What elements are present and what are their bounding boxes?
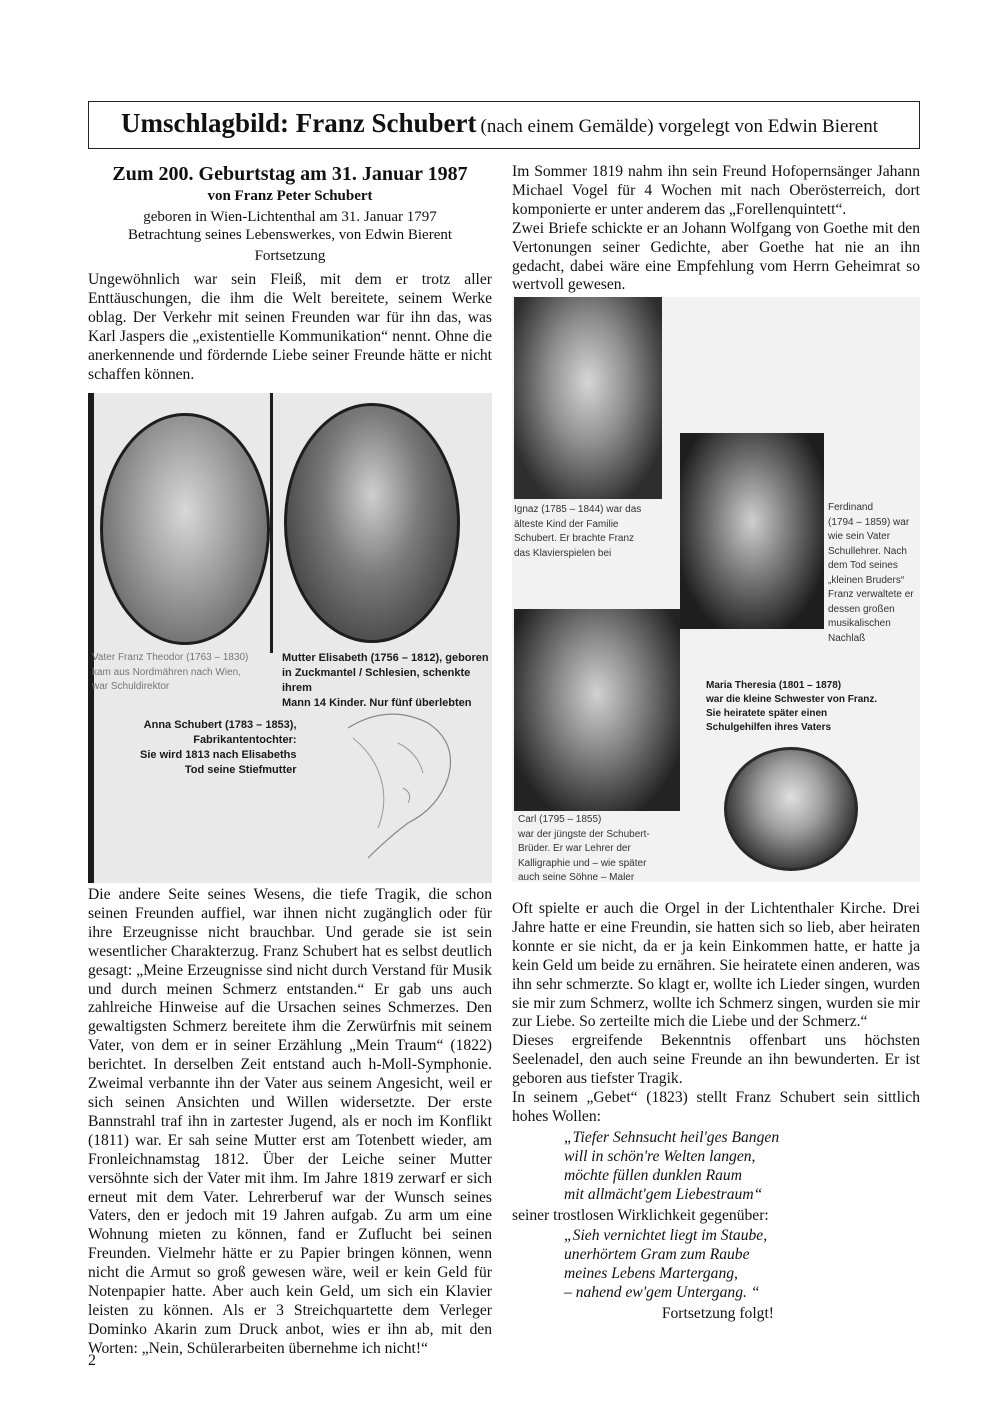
paragraph-r3: Oft spielte er auch die Orgel in der Lichtenthaler Kirche. Drei Jahre hatte er eine Freundin, sie hatten sich so lieb, aber heiraten konnte er sie nicht, da er ja kein Einkommen hatte, er hatte ja kein Geld um beide zu ernähren. Sie heiratete einen anderen, was ihn sehr schmerzte. So klagt er, wollte ich Lieder singen, wurden sie mir zum Schmerz, wollte ich Schmerz singen, wurden sie mir zur Liebe. So zerteilte mich die Liebe und der Schmerz.“ (512, 900, 920, 1031)
paragraph-r2: Zwei Briefe schickte er an Johann Wolfgang von Goethe mit den Vertonungen seiner Gedichte, aber Goethe hat nie an ihn gedacht, dabei wäre eine Empfehlung vom Herrn Geheimrat so wertvoll gewesen. (512, 219, 920, 294)
article-header (88, 163, 492, 384)
caption-mutter: Mutter Elisabeth (1756 – 1812), geboren in Zuckmantel / Schlesien, schenkte ihrem Mann 14 Kinder. Nur fünf überlebten (282, 652, 489, 709)
article-heading: Zum 200. Geburtstag am 31. Januar 1987 (112, 163, 468, 185)
birth-line: geboren in Wien-Lichtenthal am 31. Januar 1797 (143, 209, 437, 225)
maria-portrait (724, 747, 858, 871)
caption-ferdinand: Ferdinand (1794 – 1859) war wie sein Vater Schullehrer. Nach dem Tod seines „kleinen Bruders“ Franz verwaltete er dessen großen musikalischen Nachlaß (828, 502, 914, 644)
poem-2: „Sieh vernichtet liegt im Staube, unerhörtem Gram zum Raube meines Lebens Martergang, – nahend ew'gem Untergang. “ (564, 1227, 768, 1302)
title-banner (88, 101, 920, 149)
right-body (512, 900, 920, 1324)
continued-note: Fortsetzung folgt! (661, 1305, 774, 1323)
paragraph-1: Ungewöhnlich war sein Fleiß, mit dem er trotz aller Enttäuschungen, die ihm die Welt bereitete, seinem Werke oblag. Der Verkehr mit seinen Freunden war für ihn das, was Karl Jaspers die „existentielle Kommunikation“ nennt. Ohne die anerkennende und fördernde Liebe seiner Freunde hätte er nicht schaffen können. (88, 271, 492, 383)
caption-vater: Vater Franz Theodor (1763 – 1830) kam aus Nordmähren nach Wien, war Schuldirektor (92, 652, 249, 692)
carl-portrait (514, 609, 680, 811)
paragraph-r1: Im Sommer 1819 nahm ihn sein Freund Hofopernsänger Jahann Michael Vogel für 4 Wochen mit nach Oberösterreich, dort komponierte er unter anderem das „Forellenquintett“. (512, 163, 920, 218)
poem-bridge: seiner trostlosen Wirklichkeit gegenüber: (512, 1206, 769, 1224)
caption-carl: Carl (1795 – 1855) war der jüngste der Schubert- Brüder. Er war Lehrer der Kalligraphie und – wie später auch seine Söhne – Maler (518, 814, 650, 882)
right-intro (512, 163, 920, 295)
reflection-line: Betrachtung seines Lebenswerkes, von Edwin Bierent (127, 227, 453, 243)
ignaz-portrait (514, 297, 662, 499)
poem-1: „Tiefer Sehnsucht heil'ges Bangen will in schön're Welten langen, möchte füllen dunklen Raum mit allmächt'gem Liebestraum“ (564, 1128, 780, 1203)
paragraph-r5: In seinem „Gebet“ (1823) stellt Franz Schubert sein sittlich hohes Wollen: (512, 1089, 920, 1125)
family-collage-left (88, 393, 492, 883)
caption-maria: Maria Theresia (1801 – 1878) war die kleine Schwester von Franz. Sie heiratete später einen Schulgehilfen ihres Vaters (706, 680, 878, 733)
ferdinand-portrait (680, 433, 824, 629)
caption-anna: Anna Schubert (1783 – 1853), Fabrikantentochter: Sie wird 1813 nach Elisabeths Tod seine Stiefmutter (140, 719, 297, 776)
banner-title: Umschlagbild: Franz Schubert (121, 108, 477, 138)
anna-sketch (308, 698, 478, 873)
paragraph-r4: Dieses ergreifende Bekenntnis offenbart uns höchsten Seelenadel, den auch seine Freunde an ihn bewunderten. Er ist geboren aus tiefster Tragik. (512, 1032, 920, 1088)
paragraph-2: Die andere Seite seines Wesens, die tiefe Tragik, die schon seinen Freunden auffiel, war ihnen nicht zugänglich oder für ihre Erzeugnisse nicht brauchbar. Und gerade sie ist sein wesentlicher Charakterzug. Franz Schubert hat es selbst deutlich gesagt: „Meine Erzeugnisse sind nicht durch Verstand für Musik und durch meinen Schmerz entstanden.“ Er gab uns auch zahlreiche Hinweise auf die Ursachen seines Schmerzes. Den gewaltigsten Schmerz bereitete ihm die Zerwürfnis mit seinem Vater, von dem er in seiner Erzählung „Mein Traum“ (1822) berichtet. In derselben Zeit entstand auch h-Moll-Symphonie. Zweimal verbannte ihn der Vater aus seinem Angesicht, weil er sich seinen Ansichten und Willen widersetzte. Der erste Bannstrahl traf ihn in zartester Jugend, als er noch im Konflikt (1811) war. Er sah seine Mutter erst am Totenbett wieder, am Fronleichnamstag 1812. Über der Leiche seiner Mutter versöhnte sich der Vater mit ihm. Im Jahre 1819 zerwarf er sich erneut mit dem Vater. Lehrerberuf war der Wunsch seines Vaters, den er jedoch mit 19 Jahren aufgab. Zu arm um eine Wohnung mieten zu können, fand er Zuflucht bei seinen Freunden. Vielmehr hätte er zu Papier bringen können, wenn nicht die Armut so groß gewesen wäre, weil er kein Geld für Notenpapier hatte. Aber auch kein Geld, um sich ein Klavier leisten zu können. Als er 3 Streichquartette dem Verleger Dominko Akarin zum Druck anbot, wies er ihn ab, mit den Worten: „Nein, Schülerarbeiten übernehme ich nicht!“ (88, 886, 492, 1357)
left-body (88, 886, 492, 1359)
banner-subtitle: (nach einem Gemälde) vorgelegt von Edwin Bierent (480, 116, 878, 137)
article-byline: von Franz Peter Schubert (207, 188, 373, 204)
father-portrait (100, 413, 270, 645)
continuation-label: Fortsetzung (254, 248, 326, 264)
page-number: 2 (88, 1352, 96, 1369)
caption-ignaz: Ignaz (1785 – 1844) war das älteste Kind der Familie Schubert. Er brachte Franz das Klavierspielen bei (514, 504, 642, 559)
family-collage-right (512, 297, 920, 882)
mother-portrait (284, 403, 460, 643)
